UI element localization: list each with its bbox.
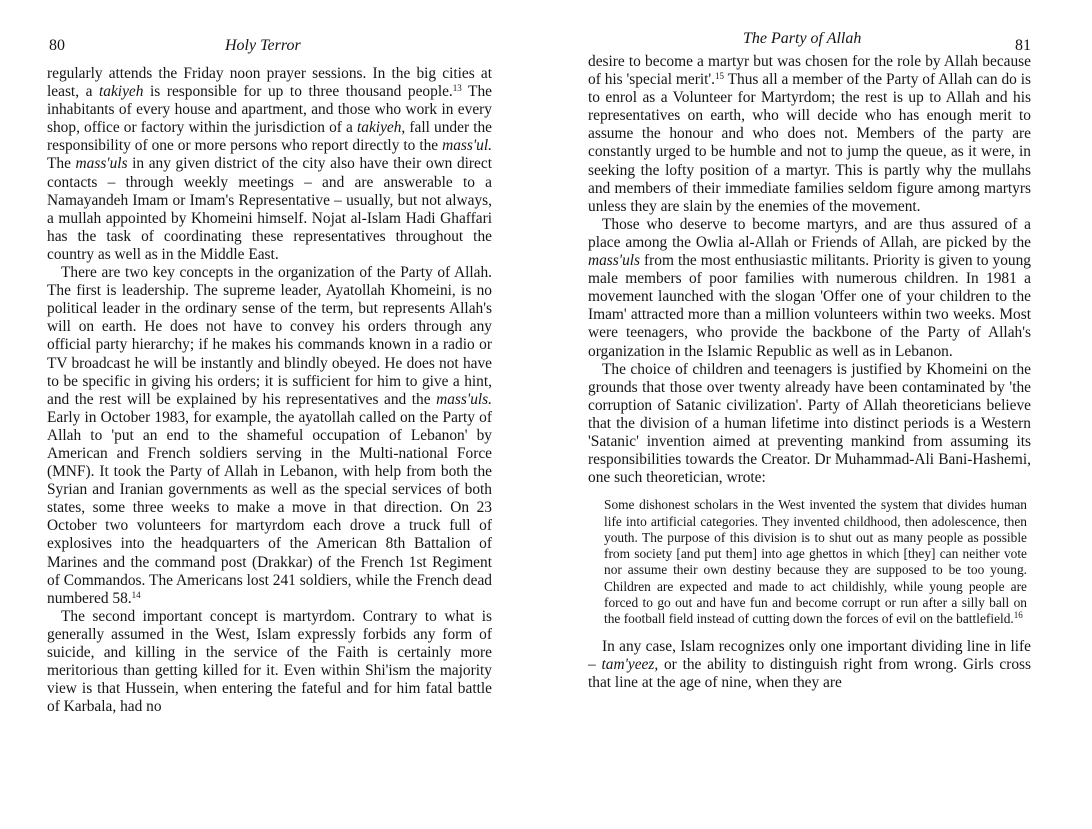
text-run: Some dishonest scholars in the West invented the system that divides human life into artificial categories. They invented childhood, then adolescence, then youth. The purpose of this division is to shut out as many people as possible from society [and put them] into age ghettos in which [they] can neither vote nor assume their own destiny because they are supposed to be too young. Children are expected and made to act childishly, while young people are forced to go out and have fun and become corrupt or run after a silly ball on the football field instead of cutting down the forces of evil on the battlefield. xyxy=(604,497,1027,627)
footnote-ref: 16 xyxy=(1013,610,1023,621)
text-run: is responsible for up to three thousand people. xyxy=(143,83,453,101)
italic-term: tam'yeez, xyxy=(601,655,659,673)
text-run: There are two key concepts in the organization of the Party of Allah. The first is leadership. The supreme leader, Ayatollah Khomeini, is no political leader in the ordinary sense of the term, but represents Allah's will on earth. He does not have to convey his orders through any official party hierarchy; if he makes his commands known in a radio or TV broadcast he will be instantly and blindly obeyed. He does not have to be specific in giving his orders; it is sufficient for him to give a hint, and the rest will be explained by his representatives and the xyxy=(47,264,492,408)
paragraph xyxy=(588,638,1031,692)
page-number: 80 xyxy=(49,37,65,54)
italic-term: mass'ul. xyxy=(442,137,492,155)
paragraph xyxy=(588,361,1031,488)
running-title: Holy Terror xyxy=(225,37,301,54)
italic-term: takiyeh xyxy=(356,119,402,137)
text-run: Early in October 1983, for example, the ayatollah called on the Party of Allah to 'put an end to the shameful occupation of Lebanon' by American and French soldiers serving in the Multi-national Force (MNF). It took the Party of Allah in Lebanon, with help from both the Syrian and Iranian governments as well as the special services of both states, some three weeks to make a move in that direction. On 23 October two volunteers for martyrdom each drove a truck full of explosives into the headquarters of the American 8th Battalion of Marines and the command post (Drakkar) of the French 1st Regiment of Commandos. The Americans lost 241 soldiers, while the French dead numbered 58. xyxy=(47,408,492,607)
paragraph xyxy=(47,264,492,608)
italic-term: mass'uls xyxy=(75,155,128,173)
text-run: The choice of children and teenagers is justified by Khomeini on the grounds that those over twenty already have been contaminated by 'the corruption of Satanic civilization'. Party of Allah theoreticians believe that the division of a human lifetime into distinct periods is a Western 'Satanic' invention aimed at preventing mankind from assuming its responsibilities towards the Creator. Dr Muhammad-Ali Bani-Hashemi, one such theoretician, wrote: xyxy=(588,360,1031,487)
text-run: regularly attends the Friday noon prayer sessions. In the big cities at least, a xyxy=(47,65,492,101)
text-run: from the most enthusiastic militants. Priority is given to young male members of poor families with numerous children. In 1981 a movement launched with the slogan 'Offer one of your children to the Imam' attracted more than a million volunteers within two weeks. Most were teenagers, who provide the backbone of the Party of Allah's organization in the Islamic Republic as well as in Lebanon. xyxy=(588,252,1031,360)
text-run: The inhabitants of every house and apartment, and those who work in every shop, office or factory within the jurisdiction of a xyxy=(47,83,492,137)
paragraph xyxy=(588,216,1031,361)
block-quote xyxy=(604,497,1027,627)
text-run: in any given district of the city also have their own direct contacts – through weekly meetings – and are answerable to a Namayandeh Imam or Imam's Representative – usually, but not always, a mullah appointed by Khomeini himself. Nojat al-Islam Hadi Ghaffari has the task of coordinating these representatives throughout the country as well as in the Middle East. xyxy=(47,155,492,263)
text-run: desire to become a martyr but was chosen for the role by Allah because of his 'special merit'. xyxy=(588,53,1031,89)
right-page-body xyxy=(588,53,1031,692)
text-run: or the ability to distinguish right from wrong. Girls cross that line at the age of nine, when they are xyxy=(588,655,1032,691)
text-run: In any case, Islam recognizes only one important dividing line in life – xyxy=(588,637,1031,673)
left-page-header xyxy=(40,37,492,59)
paragraph xyxy=(47,65,492,264)
italic-term: mass'uls xyxy=(588,252,641,270)
text-run: Those who deserve to become martyrs, and are thus assured of a place among the Owlia al-Allah or Friends of Allah, are picked by the xyxy=(588,215,1031,251)
text-run: Thus all a member of the Party of Allah can do is to enrol as a Volunteer for Martyrdom; the rest is up to Allah and his representatives on earth, who will decide who has enough merit to assume the honour and who does not. Members of the party are constantly urged to be humble and not to jump the queue, as it were, in seeking the lofty position of a martyr. This is partly why the mullahs and members of their immediate families seldom figure among martyrs unless they are slain by the enemies of the movement. xyxy=(588,71,1031,215)
left-page-body xyxy=(47,65,492,716)
paragraph xyxy=(47,608,492,717)
footnote-ref: 15 xyxy=(715,71,725,82)
footnote-ref: 13 xyxy=(452,83,462,94)
page-number: 81 xyxy=(1015,37,1031,54)
paragraph xyxy=(588,53,1031,216)
footnote-ref: 14 xyxy=(131,589,141,600)
text-run: The xyxy=(47,155,76,173)
italic-term: takiyeh xyxy=(99,83,144,101)
italic-term: mass'uls. xyxy=(436,390,492,408)
text-run: The second important concept is martyrdom. Contrary to what is generally assumed in the West, Islam expressly forbids any form of suicide, and killing in the service of the Faith is certainly more meritorious than getting killed for it. Even within Shi'ism the majority view is that Hussein, when entering the fateful and for him fatal battle of Karbala, had no xyxy=(47,607,492,716)
text-run: , fall under the responsibility of one or more persons who report directly to the xyxy=(47,119,493,155)
running-title: The Party of Allah xyxy=(743,30,862,47)
